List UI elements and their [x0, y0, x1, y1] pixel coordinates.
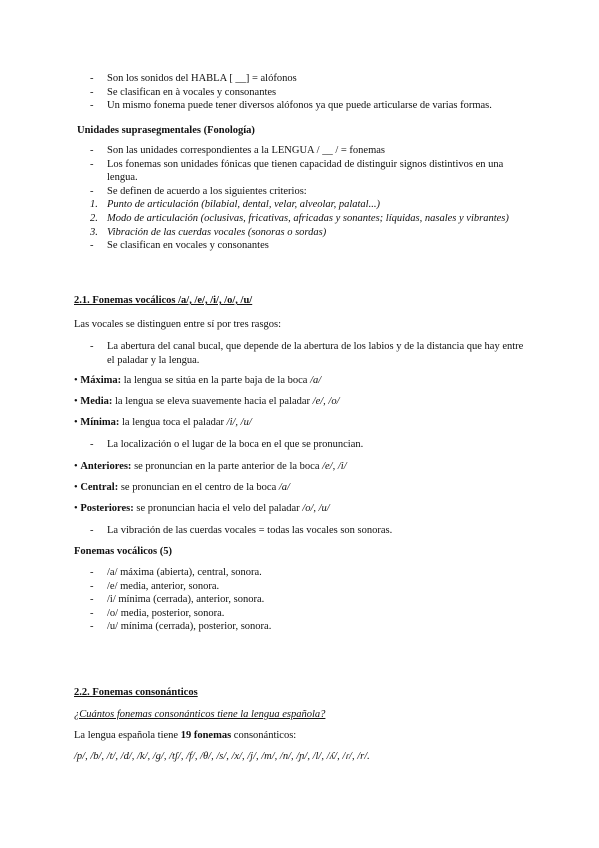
criteria-item: 2. Modo de articulación (oclusivas, fricativas, africadas y sonantes; líquidas, nasales y vibrantes)	[90, 212, 509, 224]
list-item: - Un mismo fonema puede tener diversos alófonos ya que puede articularse de varias formas.	[90, 100, 492, 112]
list-item: - /i/ mínima (cerrada), anterior, sonora.	[90, 594, 265, 606]
criteria-item: 1. Punto de articulación (bilabial, dental, velar, alveolar, palatal...)	[90, 199, 380, 211]
section-21-intro: Las vocales se distinguen entre sí por tres rasgos:	[74, 319, 282, 330]
dash-marker: -	[90, 621, 94, 633]
list-item: - /a/ máxima (abierta), central, sonora.	[90, 567, 262, 578]
dash-marker: -	[90, 607, 94, 619]
list-item: - La abertura del canal bucal, que depende de la abertura de los labios y de la distancia que hay entre el paladar y la lengua.	[90, 341, 524, 366]
dash-marker: -	[90, 341, 94, 352]
list-item: - /u/ mínima (cerrada), posterior, sonora.	[90, 621, 272, 633]
intro-list	[0, 72, 599, 113]
bullet-maxima: • Máxima: la lengua se sitúa en la parte baja de la boca /a/	[74, 375, 322, 386]
dash-marker: -	[90, 439, 94, 450]
bullet-minima: • Mínima: la lengua toca el paladar /i/, /u/	[74, 417, 252, 428]
dash-marker: -	[90, 100, 94, 112]
list-item: - Son las unidades correspondientes a la LENGUA / __ / = fonemas	[90, 145, 385, 156]
dash-marker: -	[90, 86, 94, 98]
list-item: - Son los sonidos del HABLA [ __] = alófonos	[90, 73, 297, 84]
bullet-media: • Media: la lengua se eleva suavemente hacia el paladar /e/, /o/	[74, 396, 340, 407]
dash-marker: -	[90, 158, 94, 170]
list-item: - Se clasifican en à vocales y consonantes	[90, 86, 277, 98]
list-item: - /e/ media, anterior, sonora.	[90, 580, 220, 592]
dash-marker: -	[90, 73, 94, 84]
dash-marker: -	[90, 185, 94, 197]
list-item: - Se clasifican en vocales y consonantes	[90, 240, 269, 252]
dash-marker: -	[90, 594, 94, 606]
trait-3	[0, 524, 599, 538]
list-item: - Los fonemas son unidades fónicas que tienen capacidad de distinguir signos distintivos en una lengua.	[90, 158, 504, 184]
list-item: - Se definen de acuerdo a los siguientes criterios:	[90, 185, 307, 197]
phoneme-list: /p/, /b/, /t/, /d/, /k/, /g/, /tʃ/, /f/, /θ/, /s/, /x/, /j/, /m/, /n/, /ɲ/, /l/, /ʎ/, /ɾ/, /r/.	[74, 751, 370, 762]
dash-marker: -	[90, 240, 94, 252]
section-22-heading: 2.2. Fonemas consonánticos	[74, 687, 198, 698]
vowels-subheading: Fonemas vocálicos (5)	[74, 546, 172, 557]
list-item: - /o/ media, posterior, sonora.	[90, 607, 225, 619]
dash-marker: -	[90, 567, 94, 578]
section-21-heading: 2.1. Fonemas vocálicos /a/, /e/, /i/, /o/, /u/	[74, 295, 253, 306]
bullet-central: • Central: se pronuncian en el centro de la boca /a/	[74, 482, 290, 493]
vowels-list	[0, 566, 599, 634]
supra-list	[0, 144, 599, 253]
dash-marker: -	[90, 580, 94, 592]
trait-1	[0, 340, 599, 367]
trait-2	[0, 438, 599, 452]
bullet-anteriores: • Anteriores: se pronuncian en la parte anterior de la boca /e/, /i/	[74, 461, 347, 472]
bullet-posteriores: • Posteriores: se pronuncian hacia el velo del paladar /o/, /u/	[74, 503, 330, 514]
list-item: - La localización o el lugar de la boca en el que se pronuncian.	[90, 439, 364, 450]
list-item: - La vibración de las cuerdas vocales = todas las vocales son sonoras.	[90, 525, 393, 536]
criteria-item: 3. Vibración de las cuerdas vocales (sonoras o sordas)	[90, 226, 327, 238]
section-22-answer: La lengua española tiene 19 fonemas consonánticos:	[74, 730, 297, 741]
dash-marker: -	[90, 525, 94, 536]
section-22-question: ¿Cuántos fonemas consonánticos tiene la lengua española?	[74, 709, 326, 720]
dash-marker: -	[90, 145, 94, 156]
supra-heading: Unidades suprasegmentales (Fonología)	[77, 125, 255, 136]
